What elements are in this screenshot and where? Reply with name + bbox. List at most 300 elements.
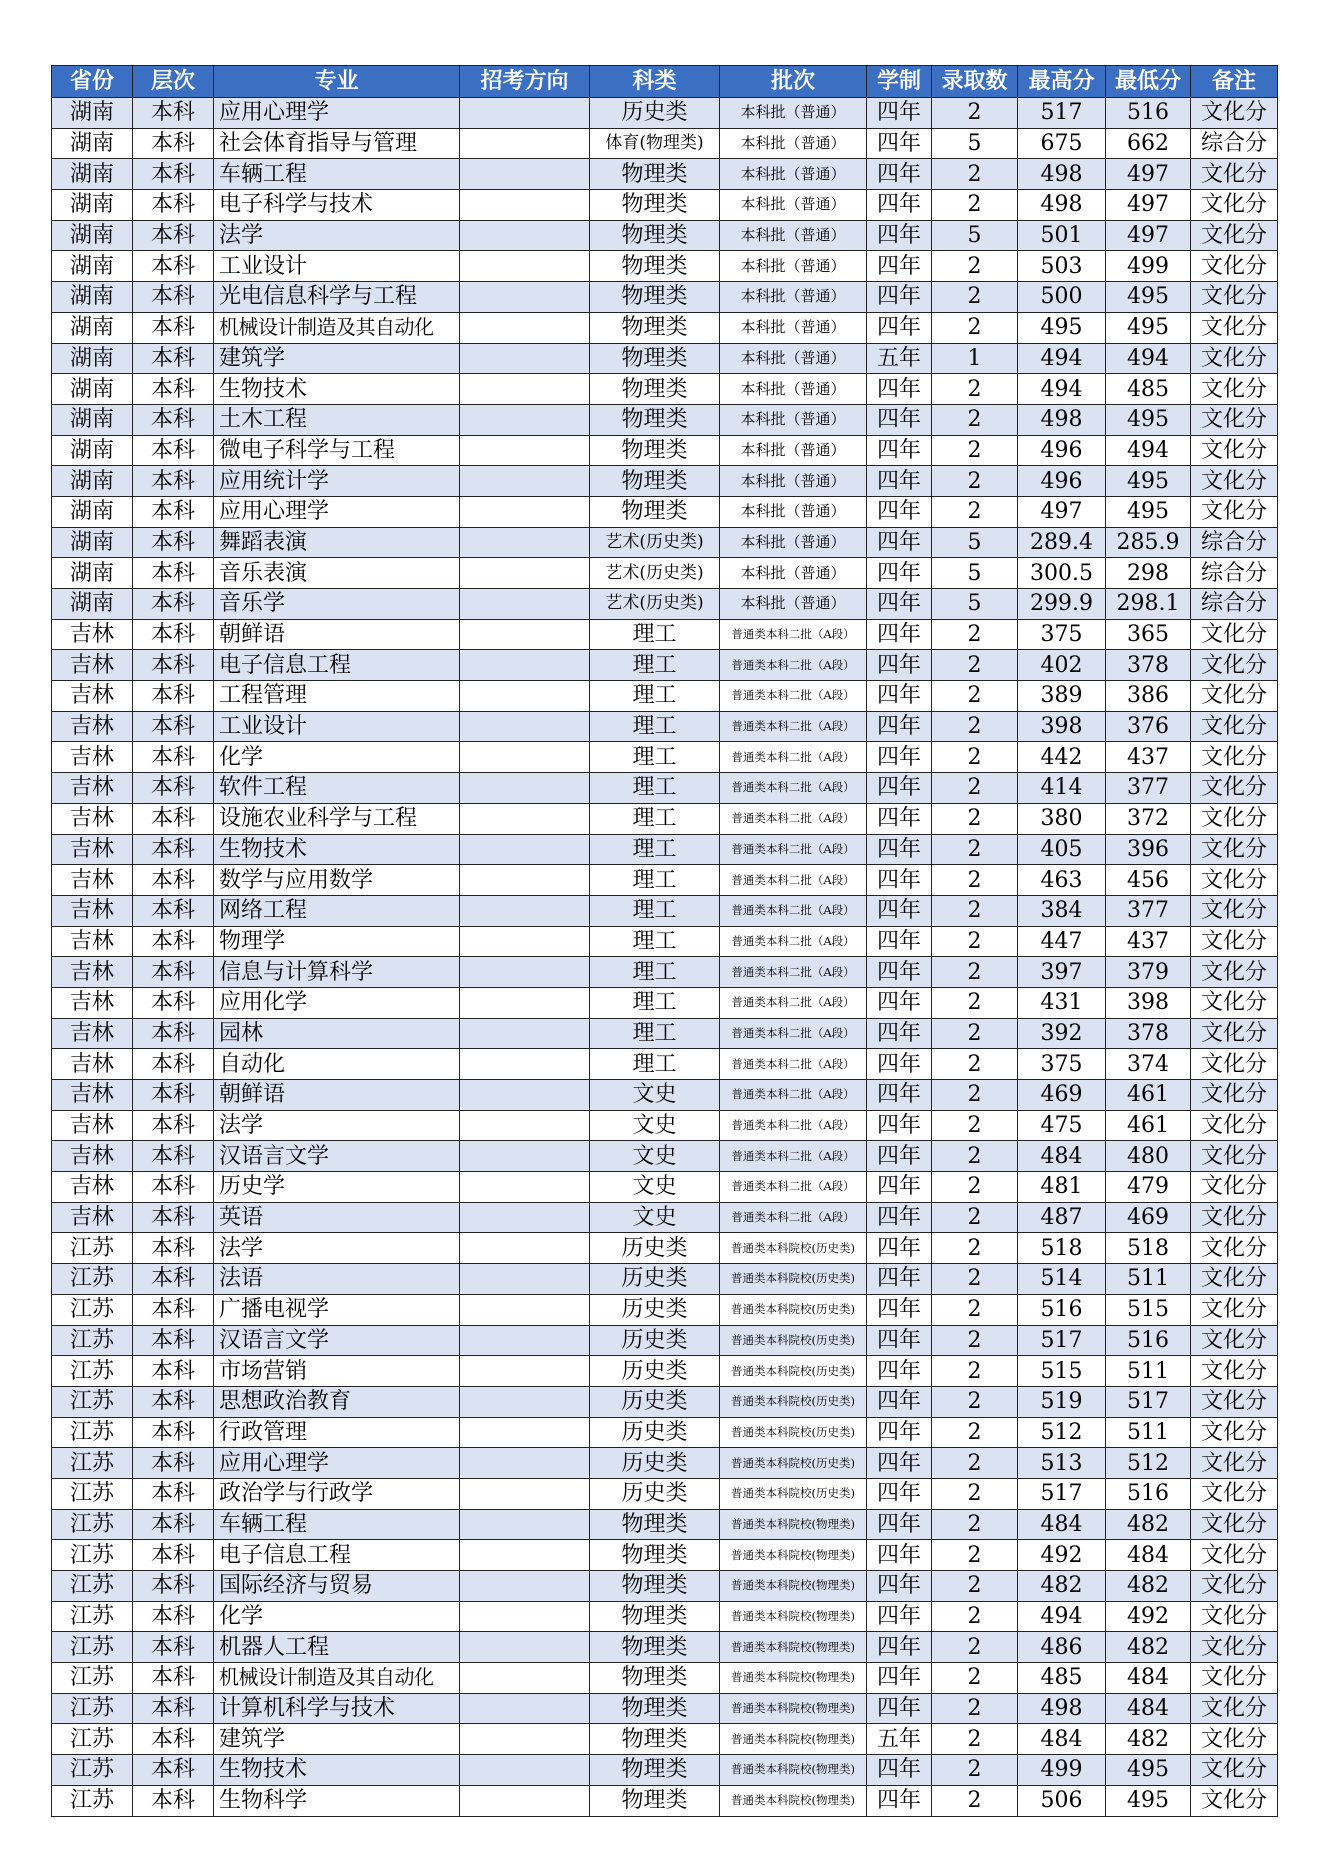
cell-level: 本科 — [133, 1785, 214, 1816]
header-batch: 批次 — [720, 66, 867, 98]
cell-admitted-count: 2 — [932, 1571, 1018, 1602]
cell-province: 吉林 — [52, 619, 133, 650]
cell-min-score: 495 — [1106, 466, 1191, 497]
cell-province: 江苏 — [52, 1509, 133, 1540]
cell-max-score: 517 — [1018, 1478, 1106, 1509]
cell-max-score: 484 — [1018, 1509, 1106, 1540]
cell-min-score: 497 — [1106, 159, 1191, 190]
cell-subject: 物理类 — [590, 466, 720, 497]
cell-max-score: 289.4 — [1018, 527, 1106, 558]
cell-batch: 普通类本科二批（A段） — [720, 1018, 867, 1049]
cell-max-score: 516 — [1018, 1294, 1106, 1325]
table-row — [52, 957, 1278, 988]
cell-province: 江苏 — [52, 1386, 133, 1417]
cell-batch: 本科批（普通） — [720, 374, 867, 405]
cell-admitted-count: 2 — [932, 466, 1018, 497]
cell-admitted-count: 2 — [932, 895, 1018, 926]
cell-duration: 四年 — [867, 865, 932, 896]
cell-major: 应用化学 — [214, 987, 460, 1018]
cell-province: 江苏 — [52, 1540, 133, 1571]
cell-remarks: 文化分 — [1191, 1478, 1278, 1509]
cell-remarks: 文化分 — [1191, 1632, 1278, 1663]
cell-batch: 普通类本科二批（A段） — [720, 681, 867, 712]
cell-max-score: 501 — [1018, 220, 1106, 251]
cell-remarks: 文化分 — [1191, 711, 1278, 742]
cell-subject: 物理类 — [590, 282, 720, 313]
cell-level: 本科 — [133, 1141, 214, 1172]
cell-major: 工业设计 — [214, 251, 460, 282]
cell-batch: 本科批（普通） — [720, 466, 867, 497]
cell-admitted-count: 2 — [932, 190, 1018, 221]
cell-admitted-count: 2 — [932, 619, 1018, 650]
cell-duration: 四年 — [867, 1663, 932, 1694]
cell-level: 本科 — [133, 1049, 214, 1080]
cell-batch: 普通类本科院校(物理类) — [720, 1785, 867, 1816]
cell-batch: 本科批（普通） — [720, 159, 867, 190]
cell-min-score: 437 — [1106, 926, 1191, 957]
cell-remarks: 文化分 — [1191, 1693, 1278, 1724]
cell-duration: 四年 — [867, 404, 932, 435]
cell-duration: 四年 — [867, 496, 932, 527]
cell-direction — [460, 1571, 590, 1602]
cell-batch: 普通类本科院校(历史类) — [720, 1386, 867, 1417]
table-row — [52, 1172, 1278, 1203]
cell-level: 本科 — [133, 803, 214, 834]
cell-level: 本科 — [133, 1264, 214, 1295]
cell-remarks: 文化分 — [1191, 650, 1278, 681]
cell-province: 湖南 — [52, 159, 133, 190]
cell-admitted-count: 2 — [932, 1478, 1018, 1509]
cell-duration: 五年 — [867, 343, 932, 374]
cell-remarks: 文化分 — [1191, 773, 1278, 804]
cell-duration: 四年 — [867, 834, 932, 865]
cell-admitted-count: 2 — [932, 404, 1018, 435]
table-row — [52, 1325, 1278, 1356]
cell-subject: 文史 — [590, 1172, 720, 1203]
cell-direction — [460, 1632, 590, 1663]
cell-min-score: 461 — [1106, 1080, 1191, 1111]
cell-admitted-count: 2 — [932, 742, 1018, 773]
table-row — [52, 1294, 1278, 1325]
cell-major: 电子信息工程 — [214, 1540, 460, 1571]
table-row — [52, 1509, 1278, 1540]
cell-direction — [460, 803, 590, 834]
cell-major: 音乐学 — [214, 589, 460, 620]
cell-level: 本科 — [133, 681, 214, 712]
table-row — [52, 1448, 1278, 1479]
cell-remarks: 综合分 — [1191, 128, 1278, 159]
cell-subject: 理工 — [590, 957, 720, 988]
cell-major: 法学 — [214, 1233, 460, 1264]
cell-subject: 历史类 — [590, 1417, 720, 1448]
cell-direction — [460, 1601, 590, 1632]
cell-duration: 五年 — [867, 1724, 932, 1755]
cell-direction — [460, 987, 590, 1018]
table-row — [52, 128, 1278, 159]
cell-province: 吉林 — [52, 1202, 133, 1233]
cell-min-score: 517 — [1106, 1386, 1191, 1417]
cell-max-score: 442 — [1018, 742, 1106, 773]
cell-subject: 物理类 — [590, 1693, 720, 1724]
cell-max-score: 469 — [1018, 1080, 1106, 1111]
cell-direction — [460, 558, 590, 589]
cell-province: 湖南 — [52, 496, 133, 527]
cell-direction — [460, 1049, 590, 1080]
cell-remarks: 文化分 — [1191, 374, 1278, 405]
cell-max-score: 375 — [1018, 619, 1106, 650]
cell-subject: 物理类 — [590, 312, 720, 343]
cell-direction — [460, 282, 590, 313]
cell-remarks: 文化分 — [1191, 1448, 1278, 1479]
cell-subject: 文史 — [590, 1202, 720, 1233]
cell-direction — [460, 435, 590, 466]
cell-batch: 本科批（普通） — [720, 190, 867, 221]
cell-direction — [460, 1018, 590, 1049]
table-row — [52, 987, 1278, 1018]
cell-batch: 普通类本科二批（A段） — [720, 1172, 867, 1203]
cell-direction — [460, 251, 590, 282]
table-row — [52, 711, 1278, 742]
cell-province: 湖南 — [52, 374, 133, 405]
cell-duration: 四年 — [867, 1601, 932, 1632]
cell-duration: 四年 — [867, 895, 932, 926]
cell-max-score: 517 — [1018, 1325, 1106, 1356]
cell-province: 江苏 — [52, 1325, 133, 1356]
cell-major: 国际经济与贸易 — [214, 1571, 460, 1602]
cell-level: 本科 — [133, 1693, 214, 1724]
cell-admitted-count: 2 — [932, 1632, 1018, 1663]
cell-admitted-count: 2 — [932, 374, 1018, 405]
cell-admitted-count: 5 — [932, 558, 1018, 589]
cell-direction — [460, 466, 590, 497]
cell-major: 光电信息科学与工程 — [214, 282, 460, 313]
cell-admitted-count: 2 — [932, 1202, 1018, 1233]
cell-level: 本科 — [133, 1386, 214, 1417]
table-row — [52, 742, 1278, 773]
cell-admitted-count: 2 — [932, 1785, 1018, 1816]
table-row — [52, 1110, 1278, 1141]
cell-subject: 历史类 — [590, 1233, 720, 1264]
cell-province: 江苏 — [52, 1448, 133, 1479]
cell-remarks: 文化分 — [1191, 1110, 1278, 1141]
cell-batch: 普通类本科二批（A段） — [720, 834, 867, 865]
cell-remarks: 文化分 — [1191, 1540, 1278, 1571]
cell-duration: 四年 — [867, 312, 932, 343]
cell-province: 吉林 — [52, 957, 133, 988]
header-subject: 科类 — [590, 66, 720, 98]
cell-max-score: 498 — [1018, 404, 1106, 435]
cell-subject: 物理类 — [590, 1724, 720, 1755]
cell-admitted-count: 1 — [932, 343, 1018, 374]
cell-batch: 普通类本科院校(物理类) — [720, 1724, 867, 1755]
cell-subject: 物理类 — [590, 1632, 720, 1663]
table-row — [52, 1755, 1278, 1786]
cell-province: 湖南 — [52, 404, 133, 435]
cell-province: 江苏 — [52, 1417, 133, 1448]
cell-subject: 物理类 — [590, 1571, 720, 1602]
cell-subject: 理工 — [590, 711, 720, 742]
cell-province: 湖南 — [52, 128, 133, 159]
cell-min-score: 396 — [1106, 834, 1191, 865]
table-row — [52, 589, 1278, 620]
cell-major: 车辆工程 — [214, 159, 460, 190]
cell-duration: 四年 — [867, 190, 932, 221]
table-row — [52, 1141, 1278, 1172]
cell-direction — [460, 1172, 590, 1203]
cell-admitted-count: 2 — [932, 681, 1018, 712]
cell-level: 本科 — [133, 251, 214, 282]
header-duration: 学制 — [867, 66, 932, 98]
cell-major: 微电子科学与工程 — [214, 435, 460, 466]
cell-province: 江苏 — [52, 1601, 133, 1632]
cell-level: 本科 — [133, 220, 214, 251]
cell-min-score: 485 — [1106, 374, 1191, 405]
cell-subject: 物理类 — [590, 1509, 720, 1540]
cell-subject: 历史类 — [590, 1264, 720, 1295]
cell-direction — [460, 619, 590, 650]
cell-admitted-count: 2 — [932, 496, 1018, 527]
cell-duration: 四年 — [867, 1172, 932, 1203]
cell-admitted-count: 2 — [932, 1509, 1018, 1540]
cell-level: 本科 — [133, 1571, 214, 1602]
table-row — [52, 926, 1278, 957]
cell-major: 化学 — [214, 742, 460, 773]
cell-province: 吉林 — [52, 803, 133, 834]
table-row — [52, 681, 1278, 712]
cell-direction — [460, 1540, 590, 1571]
cell-max-score: 375 — [1018, 1049, 1106, 1080]
cell-level: 本科 — [133, 312, 214, 343]
cell-admitted-count: 2 — [932, 1724, 1018, 1755]
cell-duration: 四年 — [867, 926, 932, 957]
cell-admitted-count: 2 — [932, 1417, 1018, 1448]
cell-subject: 理工 — [590, 650, 720, 681]
cell-duration: 四年 — [867, 1478, 932, 1509]
cell-level: 本科 — [133, 957, 214, 988]
cell-direction — [460, 834, 590, 865]
cell-direction — [460, 98, 590, 129]
cell-major: 建筑学 — [214, 1724, 460, 1755]
cell-batch: 普通类本科院校(物理类) — [720, 1571, 867, 1602]
cell-min-score: 495 — [1106, 1755, 1191, 1786]
table-row — [52, 159, 1278, 190]
cell-level: 本科 — [133, 496, 214, 527]
cell-admitted-count: 2 — [932, 1049, 1018, 1080]
cell-max-score: 300.5 — [1018, 558, 1106, 589]
cell-batch: 本科批（普通） — [720, 558, 867, 589]
table-row — [52, 773, 1278, 804]
cell-province: 江苏 — [52, 1478, 133, 1509]
cell-subject: 理工 — [590, 803, 720, 834]
cell-min-score: 494 — [1106, 343, 1191, 374]
cell-min-score: 482 — [1106, 1724, 1191, 1755]
cell-province: 吉林 — [52, 1172, 133, 1203]
cell-max-score: 519 — [1018, 1386, 1106, 1417]
cell-remarks: 综合分 — [1191, 527, 1278, 558]
cell-major: 朝鲜语 — [214, 1080, 460, 1111]
cell-major: 应用心理学 — [214, 496, 460, 527]
cell-province: 江苏 — [52, 1724, 133, 1755]
cell-min-score: 365 — [1106, 619, 1191, 650]
cell-remarks: 文化分 — [1191, 1724, 1278, 1755]
cell-batch: 本科批（普通） — [720, 527, 867, 558]
table-row — [52, 1080, 1278, 1111]
header-province: 省份 — [52, 66, 133, 98]
cell-level: 本科 — [133, 1356, 214, 1387]
table-row — [52, 251, 1278, 282]
cell-batch: 普通类本科二批（A段） — [720, 650, 867, 681]
cell-province: 江苏 — [52, 1264, 133, 1295]
cell-duration: 四年 — [867, 220, 932, 251]
cell-remarks: 文化分 — [1191, 1049, 1278, 1080]
cell-major: 音乐表演 — [214, 558, 460, 589]
cell-province: 吉林 — [52, 1018, 133, 1049]
cell-subject: 文史 — [590, 1141, 720, 1172]
cell-province: 湖南 — [52, 312, 133, 343]
header-major: 专业 — [214, 66, 460, 98]
cell-min-score: 376 — [1106, 711, 1191, 742]
cell-admitted-count: 5 — [932, 589, 1018, 620]
cell-remarks: 文化分 — [1191, 1571, 1278, 1602]
table-row — [52, 1264, 1278, 1295]
cell-max-score: 498 — [1018, 190, 1106, 221]
cell-admitted-count: 2 — [932, 1386, 1018, 1417]
cell-remarks: 文化分 — [1191, 1356, 1278, 1387]
cell-major: 园林 — [214, 1018, 460, 1049]
cell-subject: 物理类 — [590, 374, 720, 405]
cell-duration: 四年 — [867, 1755, 932, 1786]
cell-major: 信息与计算科学 — [214, 957, 460, 988]
cell-subject: 物理类 — [590, 1601, 720, 1632]
table-row — [52, 650, 1278, 681]
cell-min-score: 512 — [1106, 1448, 1191, 1479]
cell-max-score: 513 — [1018, 1448, 1106, 1479]
cell-remarks: 文化分 — [1191, 742, 1278, 773]
table-row — [52, 1632, 1278, 1663]
cell-major: 土木工程 — [214, 404, 460, 435]
cell-duration: 四年 — [867, 435, 932, 466]
cell-max-score: 482 — [1018, 1571, 1106, 1602]
cell-admitted-count: 2 — [932, 1601, 1018, 1632]
cell-min-score: 372 — [1106, 803, 1191, 834]
cell-remarks: 文化分 — [1191, 1202, 1278, 1233]
cell-remarks: 文化分 — [1191, 1386, 1278, 1417]
cell-major: 网络工程 — [214, 895, 460, 926]
table-row — [52, 1540, 1278, 1571]
cell-province: 吉林 — [52, 1141, 133, 1172]
cell-major: 朝鲜语 — [214, 619, 460, 650]
cell-batch: 普通类本科二批（A段） — [720, 803, 867, 834]
cell-direction — [460, 1478, 590, 1509]
cell-major: 电子科学与技术 — [214, 190, 460, 221]
cell-batch: 本科批（普通） — [720, 98, 867, 129]
cell-province: 江苏 — [52, 1755, 133, 1786]
table-row — [52, 1417, 1278, 1448]
cell-duration: 四年 — [867, 1110, 932, 1141]
cell-subject: 历史类 — [590, 98, 720, 129]
cell-batch: 普通类本科二批（A段） — [720, 711, 867, 742]
cell-level: 本科 — [133, 1202, 214, 1233]
cell-level: 本科 — [133, 1601, 214, 1632]
cell-max-score: 487 — [1018, 1202, 1106, 1233]
table-row — [52, 1478, 1278, 1509]
cell-province: 吉林 — [52, 1110, 133, 1141]
cell-batch: 普通类本科院校(物理类) — [720, 1663, 867, 1694]
table-row — [52, 1601, 1278, 1632]
cell-remarks: 文化分 — [1191, 435, 1278, 466]
cell-batch: 本科批（普通） — [720, 251, 867, 282]
cell-direction — [460, 1785, 590, 1816]
cell-level: 本科 — [133, 343, 214, 374]
cell-subject: 艺术(历史类) — [590, 527, 720, 558]
cell-duration: 四年 — [867, 1571, 932, 1602]
cell-duration: 四年 — [867, 619, 932, 650]
cell-min-score: 484 — [1106, 1693, 1191, 1724]
cell-subject: 理工 — [590, 773, 720, 804]
cell-min-score: 285.9 — [1106, 527, 1191, 558]
cell-batch: 普通类本科二批（A段） — [720, 895, 867, 926]
cell-direction — [460, 742, 590, 773]
cell-province: 江苏 — [52, 1663, 133, 1694]
cell-admitted-count: 5 — [932, 220, 1018, 251]
cell-level: 本科 — [133, 865, 214, 896]
cell-duration: 四年 — [867, 773, 932, 804]
cell-level: 本科 — [133, 128, 214, 159]
cell-remarks: 文化分 — [1191, 834, 1278, 865]
cell-admitted-count: 2 — [932, 1018, 1018, 1049]
cell-admitted-count: 2 — [932, 1233, 1018, 1264]
cell-max-score: 397 — [1018, 957, 1106, 988]
cell-major: 机器人工程 — [214, 1632, 460, 1663]
cell-duration: 四年 — [867, 282, 932, 313]
cell-admitted-count: 2 — [932, 282, 1018, 313]
cell-max-score: 405 — [1018, 834, 1106, 865]
cell-duration: 四年 — [867, 527, 932, 558]
cell-max-score: 496 — [1018, 435, 1106, 466]
cell-level: 本科 — [133, 589, 214, 620]
cell-subject: 理工 — [590, 895, 720, 926]
cell-admitted-count: 2 — [932, 865, 1018, 896]
cell-direction — [460, 1417, 590, 1448]
cell-batch: 普通类本科二批（A段） — [720, 619, 867, 650]
cell-direction — [460, 1264, 590, 1295]
cell-remarks: 文化分 — [1191, 251, 1278, 282]
cell-major: 生物技术 — [214, 1755, 460, 1786]
cell-subject: 物理类 — [590, 220, 720, 251]
cell-duration: 四年 — [867, 128, 932, 159]
cell-duration: 四年 — [867, 1018, 932, 1049]
table-row — [52, 343, 1278, 374]
cell-province: 湖南 — [52, 190, 133, 221]
table-row — [52, 466, 1278, 497]
cell-direction — [460, 1663, 590, 1694]
cell-batch: 本科批（普通） — [720, 282, 867, 313]
cell-subject: 体育(物理类) — [590, 128, 720, 159]
table-row — [52, 1724, 1278, 1755]
cell-min-score: 515 — [1106, 1294, 1191, 1325]
cell-province: 吉林 — [52, 742, 133, 773]
cell-major: 市场营销 — [214, 1356, 460, 1387]
cell-batch: 本科批（普通） — [720, 589, 867, 620]
cell-province: 吉林 — [52, 865, 133, 896]
cell-admitted-count: 2 — [932, 1693, 1018, 1724]
cell-level: 本科 — [133, 742, 214, 773]
cell-duration: 四年 — [867, 711, 932, 742]
cell-min-score: 511 — [1106, 1417, 1191, 1448]
cell-major: 建筑学 — [214, 343, 460, 374]
cell-admitted-count: 2 — [932, 711, 1018, 742]
cell-subject: 物理类 — [590, 190, 720, 221]
